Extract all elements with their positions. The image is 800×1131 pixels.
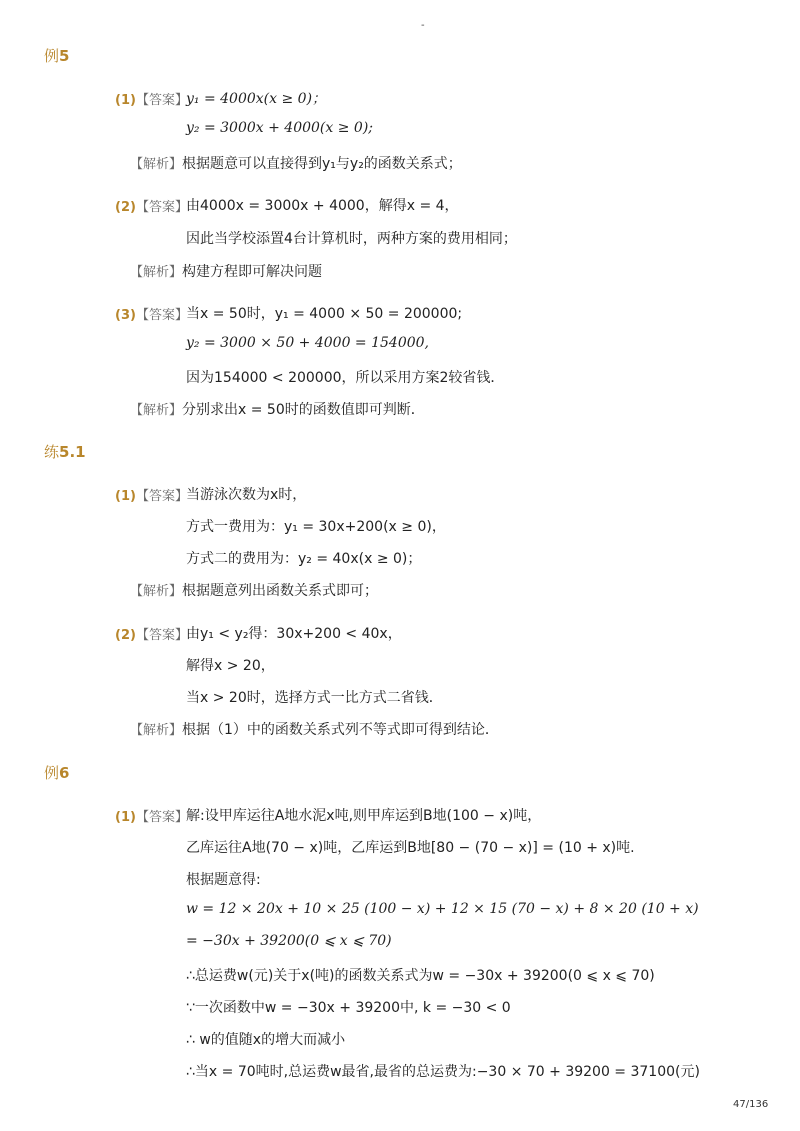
heading-number: 6 — [59, 764, 70, 782]
analysis-label: 【解析】 — [130, 265, 183, 280]
pr51-p2-line2: 解得x > 20， — [186, 658, 275, 674]
ex5-p3-line2: y₂ = 3000 × 50 + 4000 = 154000, — [186, 335, 430, 351]
ex6-p1-line8: ∴ w的值随x的增大而减小 — [186, 1032, 346, 1048]
part-number: (1) — [115, 810, 136, 825]
ex5-p2-line1: 由4000x = 3000x + 4000，解得x = 4， — [186, 198, 459, 214]
heading-number: 5.1 — [59, 443, 86, 461]
pr51-p2-line1: 由y₁ < y₂得：30x+200 < 40x， — [186, 626, 402, 642]
answer-label: 【答案】 — [135, 628, 188, 643]
ex5-p1-line1: y₁ = 4000x(x ≥ 0)； — [186, 91, 327, 107]
part-number: (1) — [115, 489, 136, 504]
heading-example-6 — [44, 762, 69, 783]
ex5-p3-line3: 因为154000 < 200000，所以采用方案2较省钱． — [186, 370, 505, 386]
ex5-part1-answer-row — [115, 89, 188, 108]
top-mark: - — [421, 20, 425, 31]
heading-number: 5 — [59, 47, 70, 65]
analysis-label: 【解析】 — [130, 584, 183, 599]
ex6-p1-line2: 乙库运往A地(70 − x)吨，乙库运到B地[80 − (70 − x)] = (10 + x)吨. — [186, 840, 635, 856]
heading-prefix: 例 — [44, 47, 60, 65]
pr51-p1-line1: 当游泳次数为x时， — [186, 487, 307, 503]
ex5-p1-analysis-row — [130, 153, 462, 173]
heading-prefix: 例 — [44, 764, 60, 782]
analysis-text: 根据题意可以直接得到y₁与y₂的函数关系式； — [182, 156, 462, 172]
ex5-p3-line1: 当x = 50时，y₁ = 4000 × 50 = 200000; — [186, 306, 463, 322]
analysis-label: 【解析】 — [130, 723, 183, 738]
part-number: (1) — [115, 93, 136, 108]
pr51-p1-line2: 方式一费用为：y₁ = 30x+200(x ≥ 0)， — [186, 519, 446, 535]
ex6-p1-line1: 解:设甲库运往A地水泥x吨,则甲库运到B地(100 − x)吨， — [186, 808, 542, 824]
analysis-text: 分别求出x = 50时的函数值即可判断． — [182, 402, 425, 418]
ex6-p1-line7: ∵一次函数中w = −30x + 39200中, k = −30 < 0 — [186, 1000, 511, 1016]
analysis-label: 【解析】 — [130, 157, 183, 172]
pr51-p1-line3: 方式二的费用为：y₂ = 40x(x ≥ 0)； — [186, 551, 422, 567]
heading-practice-5-1 — [44, 441, 86, 462]
analysis-text: 根据题意列出函数关系式即可； — [182, 583, 379, 599]
ex5-p2-line2: 因此当学校添置4台计算机时，两种方案的费用相同； — [186, 231, 517, 247]
analysis-text: 构建方程即可解决问题 — [182, 264, 323, 280]
pr51-p2-line3: 当x > 20时，选择方式一比方式二省钱． — [186, 690, 443, 706]
pr51-p1-analysis-row — [130, 580, 378, 600]
ex6-p1-line4: w = 12 × 20x + 10 × 25 (100 − x) + 12 × 15 (70 − x) + 8 × 20 (10 + x) — [186, 901, 699, 917]
answer-label: 【答案】 — [135, 93, 188, 108]
answer-label: 【答案】 — [135, 200, 188, 215]
heading-prefix: 练 — [44, 443, 60, 461]
ex6-p1-line9: ∴当x = 70吨时,总运费w最省,最省的总运费为:−30 × 70 + 39200 = 37100(元) — [186, 1064, 700, 1080]
heading-example-5 — [44, 45, 69, 66]
ex6-p1-line6: ∴总运费w(元)关于x(吨)的函数关系式为w = −30x + 39200(0 ⩽ x ⩽ 70) — [186, 968, 655, 984]
part-number: (2) — [115, 200, 136, 215]
part-number: (2) — [115, 628, 136, 643]
ex6-p1-line5: = −30x + 39200(0 ⩽ x ⩽ 70) — [186, 933, 392, 949]
ex5-p3-analysis-row — [130, 399, 425, 419]
analysis-text: 根据（1）中的函数关系式列不等式即可得到结论． — [182, 722, 499, 738]
pr51-p2-analysis-row — [130, 719, 499, 739]
answer-label: 【答案】 — [135, 308, 188, 323]
pr51-part1-answer-row — [115, 485, 188, 504]
ex6-p1-line3: 根据题意得: — [186, 872, 261, 888]
part-number: (3) — [115, 308, 136, 323]
answer-label: 【答案】 — [135, 810, 188, 825]
ex5-part2-answer-row — [115, 196, 188, 215]
ex5-part3-answer-row — [115, 304, 188, 323]
ex5-p1-line2: y₂ = 3000x + 4000(x ≥ 0); — [186, 120, 374, 136]
answer-label: 【答案】 — [135, 489, 188, 504]
analysis-label: 【解析】 — [130, 403, 183, 418]
ex5-p2-analysis-row — [130, 261, 322, 281]
pr51-part2-answer-row — [115, 624, 188, 643]
page-number: 47/136 — [733, 1099, 769, 1110]
ex6-part1-answer-row — [115, 806, 188, 825]
